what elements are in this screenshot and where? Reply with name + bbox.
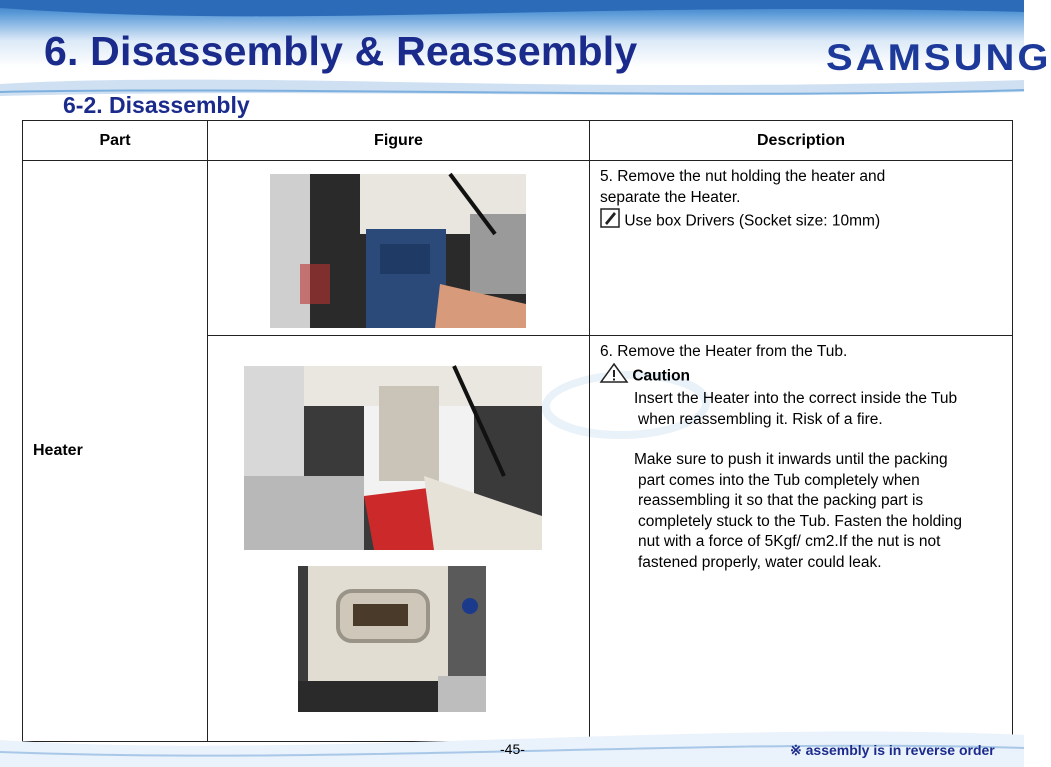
push-line-5: nut with a force of 5Kgf/ cm2.If the nut is not bbox=[638, 533, 941, 550]
push-line-1: Make sure to push it inwards until the packing bbox=[634, 451, 948, 468]
column-header-description: Description bbox=[590, 121, 1013, 161]
footer-note: ※ assembly is in reverse order bbox=[790, 742, 995, 758]
caution-label: Caution bbox=[632, 366, 690, 384]
page-title: 6. Disassembly & Reassembly bbox=[44, 28, 638, 74]
push-line-3: reassembling it so that the packing part is bbox=[638, 492, 924, 509]
caution-line-1: Insert the Heater into the correct inside the Tub bbox=[634, 390, 958, 407]
figure-cell-1 bbox=[208, 161, 590, 336]
step6-line1: 6. Remove the Heater from the Tub. bbox=[600, 343, 848, 360]
section-subtitle: 6-2. Disassembly bbox=[63, 92, 250, 118]
description-cell-1 bbox=[590, 161, 1013, 336]
push-line-2: part comes into the Tub completely when bbox=[638, 471, 920, 489]
table-row bbox=[23, 161, 1013, 336]
step5-note bbox=[600, 208, 1004, 235]
samsung-logo: SAMSUNG bbox=[826, 37, 1051, 79]
column-header-figure: Figure bbox=[208, 121, 590, 161]
page-number: -45- bbox=[500, 741, 525, 757]
column-header-part: Part bbox=[23, 121, 208, 161]
heater-nut-photo bbox=[270, 174, 526, 328]
warning-triangle-icon bbox=[600, 363, 628, 390]
part-cell: Heater bbox=[23, 161, 208, 742]
push-line-6: fastened properly, water could leak. bbox=[638, 553, 882, 571]
disassembly-table bbox=[22, 120, 1013, 742]
step5-line2: separate the Heater. bbox=[600, 188, 741, 206]
note-text: Use box Drivers (Socket size: 10mm) bbox=[624, 212, 881, 230]
step5-line1: 5. Remove the nut holding the heater and bbox=[600, 168, 886, 185]
figure-cell-2 bbox=[208, 336, 590, 742]
caution-line-2: when reassembling it. Risk of a fire. bbox=[638, 410, 883, 428]
note-pencil-icon bbox=[600, 208, 620, 235]
table-header-row bbox=[23, 121, 1013, 161]
spacer bbox=[600, 430, 1004, 450]
heater-removal-photo bbox=[244, 366, 542, 550]
push-line-4: completely stuck to the Tub. Fasten the holding bbox=[638, 512, 962, 530]
description-cell-2 bbox=[590, 336, 1013, 742]
caution-heading bbox=[600, 363, 1004, 390]
